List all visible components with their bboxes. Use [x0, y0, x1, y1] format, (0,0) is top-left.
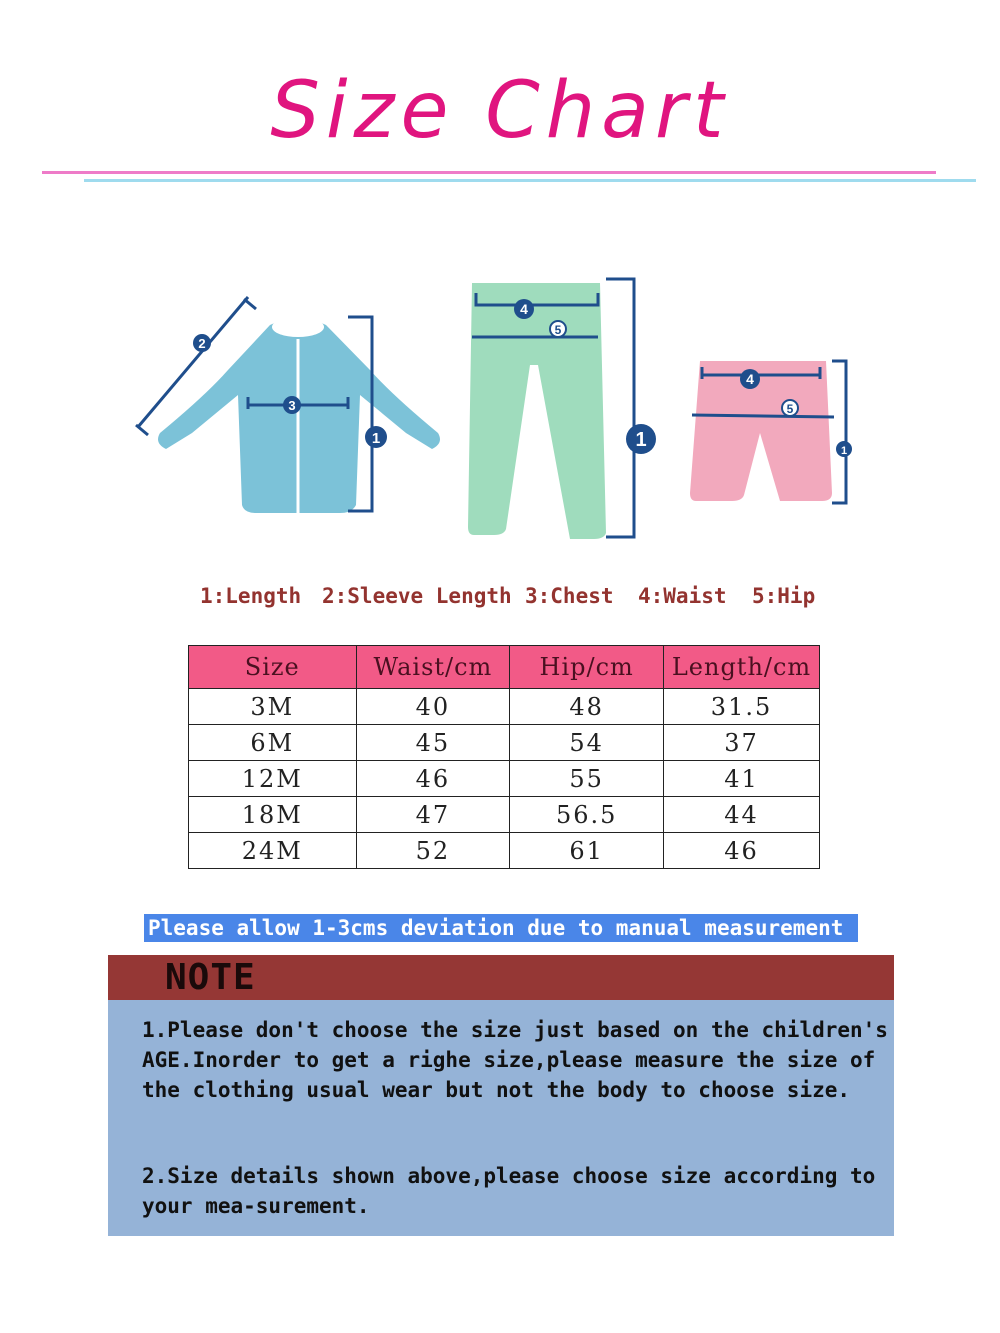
- note-title: NOTE: [165, 957, 256, 998]
- cell-size: 3M: [189, 689, 357, 725]
- svg-text:1: 1: [635, 429, 647, 451]
- cell-hip: 48: [510, 689, 664, 725]
- cell-size: 18M: [189, 797, 357, 833]
- svg-text:1: 1: [840, 445, 848, 457]
- header-waist: Waist/cm: [356, 646, 510, 689]
- note-panel: [108, 955, 894, 1236]
- cell-hip: 55: [510, 761, 664, 797]
- measurement-diagram: [120, 265, 880, 555]
- marker-shorts-waist: [740, 369, 760, 389]
- cell-hip: 61: [510, 833, 664, 869]
- svg-text:5: 5: [786, 402, 794, 416]
- title-underline-blue: [84, 179, 976, 182]
- svg-text:2: 2: [198, 336, 206, 351]
- legend-sleeve-length: 2:Sleeve Length: [322, 584, 512, 608]
- svg-text:3: 3: [288, 398, 296, 413]
- cell-waist: 40: [356, 689, 510, 725]
- note-item-1: 1.Please don't choose the size just based on the children's AGE.Inorder to get a righe size,please measure the size of the clothing usual wear but not the body to choose size.: [142, 1018, 888, 1102]
- table-row: [189, 725, 820, 761]
- legend-waist: 4:Waist: [638, 584, 727, 608]
- cell-length: 46: [664, 833, 820, 869]
- legend-hip: 5:Hip: [752, 584, 816, 608]
- marker-shorts-hip: [782, 400, 798, 416]
- cell-waist: 52: [356, 833, 510, 869]
- cell-hip: 54: [510, 725, 664, 761]
- marker-pants-waist: [514, 299, 534, 319]
- table-row: [189, 833, 820, 869]
- deviation-banner: Please allow 1-3cms deviation due to manual measurement: [144, 914, 858, 942]
- cell-size: 24M: [189, 833, 357, 869]
- cell-waist: 45: [356, 725, 510, 761]
- cell-length: 41: [664, 761, 820, 797]
- table-row: [189, 689, 820, 725]
- note-item-2: 2.Size details shown above,please choose size according to your mea-surement.: [142, 1164, 876, 1218]
- header-length: Length/cm: [664, 646, 820, 689]
- table-header-row: [189, 646, 820, 689]
- marker-pants-length: [626, 424, 656, 454]
- cell-waist: 47: [356, 797, 510, 833]
- cell-length: 44: [664, 797, 820, 833]
- marker-top-length: [365, 426, 387, 448]
- header-size: Size: [189, 646, 357, 689]
- page-title: Size Chart: [270, 66, 730, 156]
- legend-length: 1:Length: [200, 584, 302, 608]
- marker-pants-hip: [550, 321, 566, 337]
- header-hip: Hip/cm: [510, 646, 664, 689]
- marker-shorts-length: [836, 441, 852, 457]
- cell-size: 12M: [189, 761, 357, 797]
- cell-length: 31.5: [664, 689, 820, 725]
- table-row: [189, 761, 820, 797]
- cell-length: 37: [664, 725, 820, 761]
- shorts-illustration: [690, 361, 832, 501]
- legend-chest: 3:Chest: [525, 584, 614, 608]
- cell-size: 6M: [189, 725, 357, 761]
- size-table: [188, 645, 820, 869]
- marker-chest: [283, 396, 301, 414]
- cell-hip: 56.5: [510, 797, 664, 833]
- table-row: [189, 797, 820, 833]
- svg-text:4: 4: [746, 371, 754, 387]
- svg-text:5: 5: [554, 323, 562, 337]
- svg-text:4: 4: [520, 301, 528, 317]
- note-header: [108, 955, 894, 1000]
- marker-sleeve: [193, 334, 211, 352]
- title-underline-pink: [42, 171, 936, 174]
- cell-waist: 46: [356, 761, 510, 797]
- svg-text:1: 1: [371, 430, 381, 447]
- pants-illustration: [468, 283, 606, 539]
